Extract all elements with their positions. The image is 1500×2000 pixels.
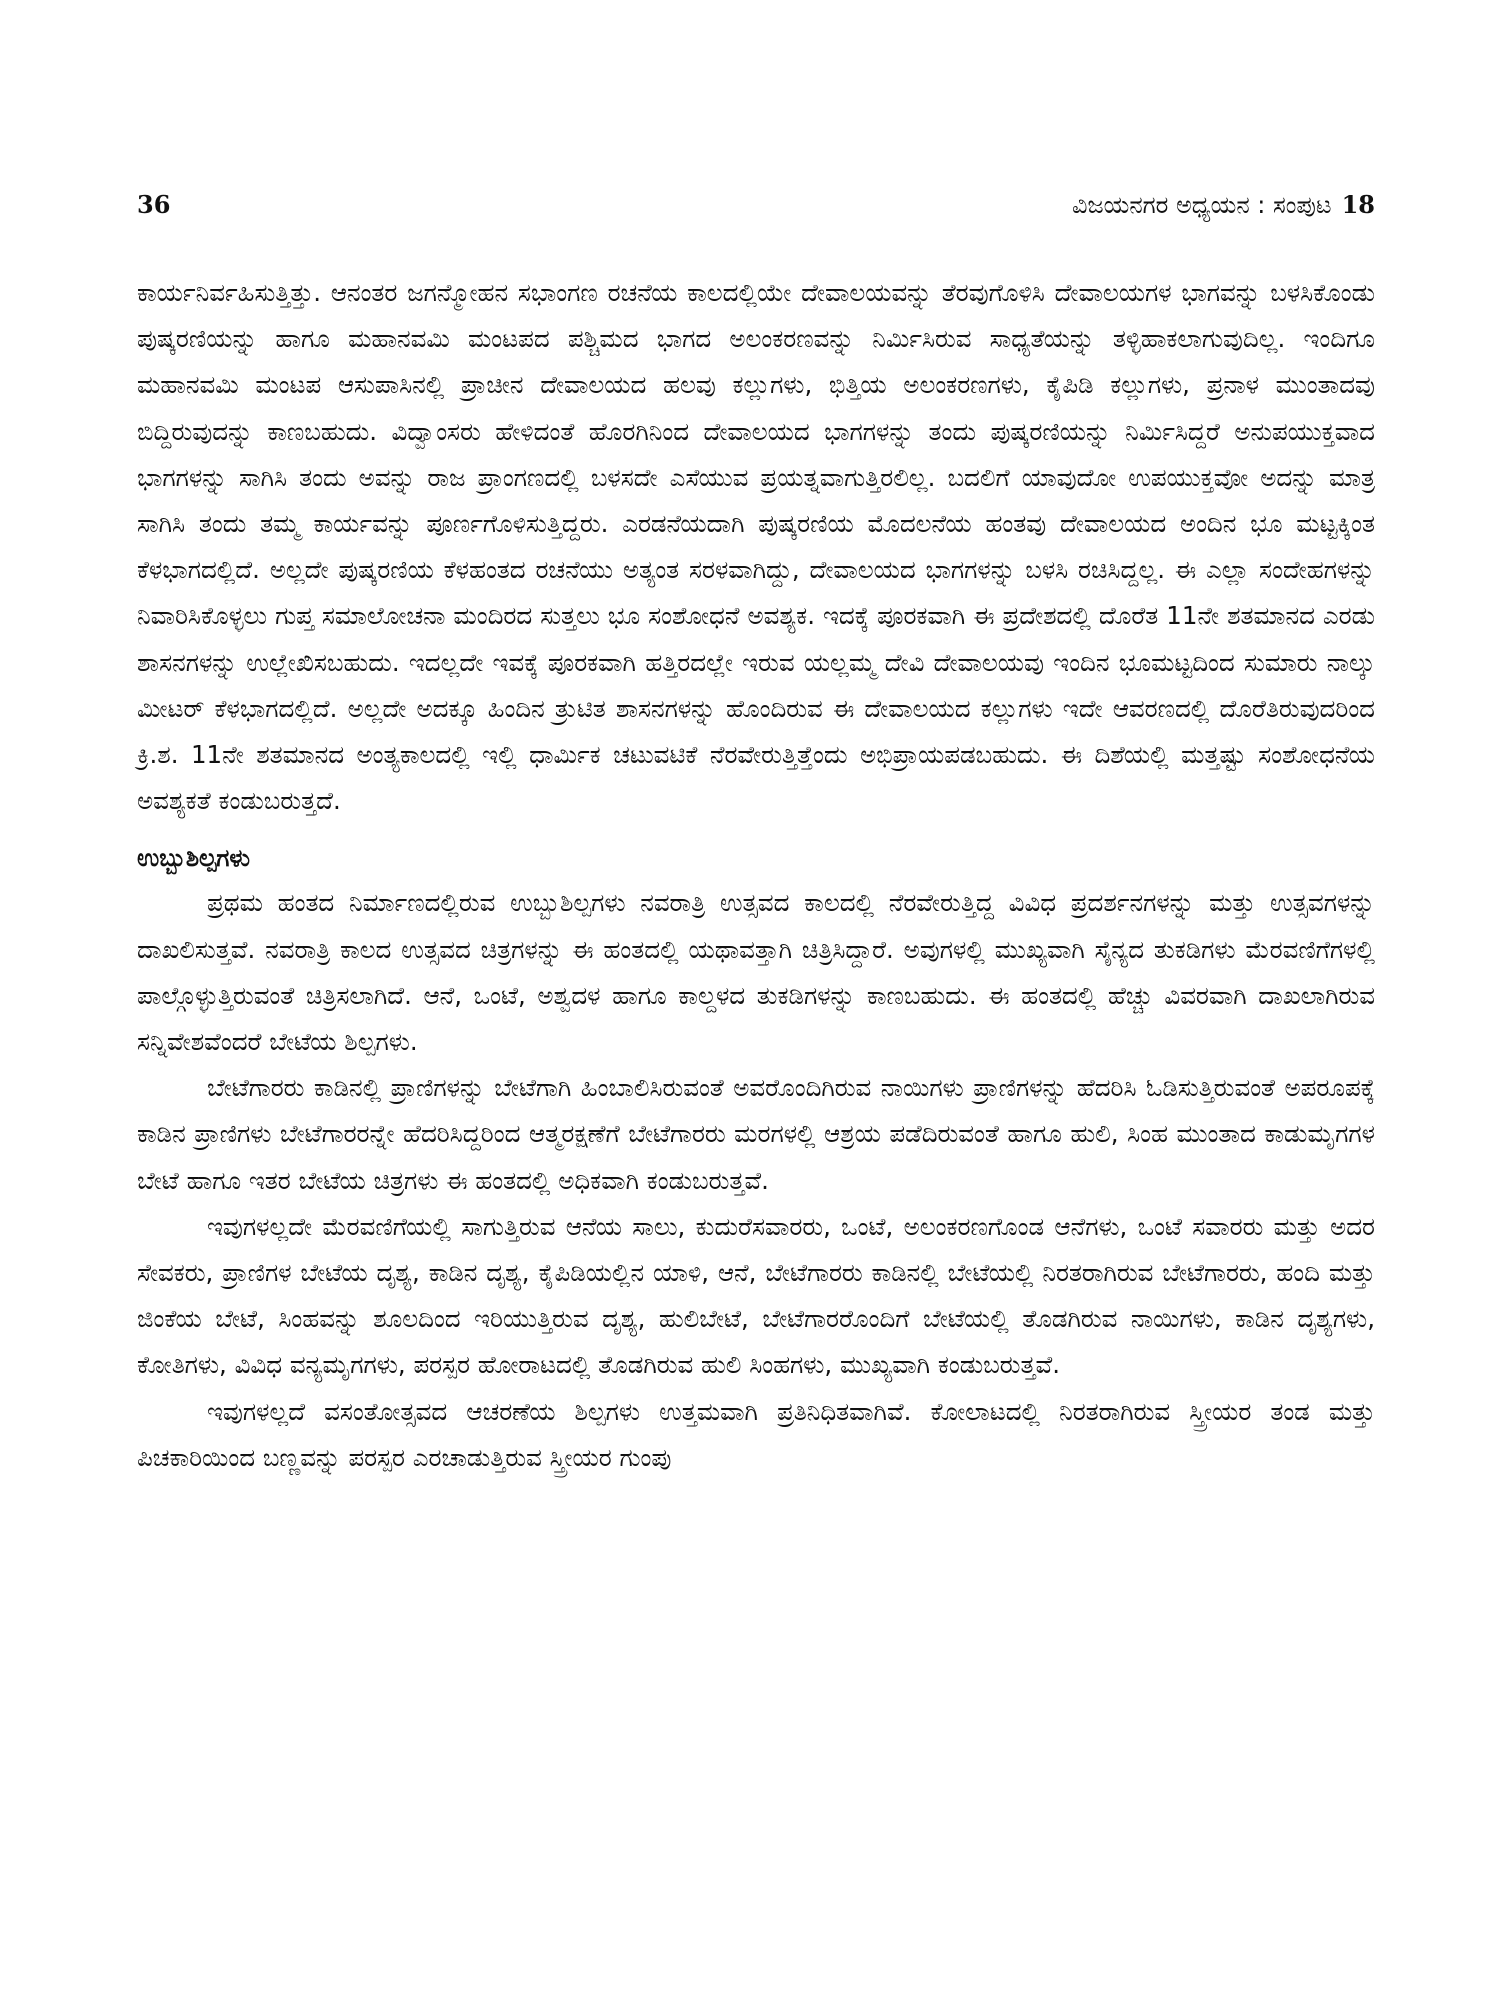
paragraph: ಪ್ರಥಮ ಹಂತದ ನಿರ್ಮಾಣದಲ್ಲಿರುವ ಉಬ್ಬುಶಿಲ್ಪಗಳು ನವರಾತ್ರಿ ಉತ್ಸವದ ಕಾಲದಲ್ಲಿ ನೆರವೇರುತ್ತಿದ್ದ ವಿವಿಧ ಪ್ರದರ್ಶನಗಳನ್ನು ಮತ್ತು ಉತ್ಸವಗಳನ್ನು ದಾಖಲಿಸುತ್ತವೆ. ನವರಾತ್ರಿ ಕಾಲದ ಉತ್ಸವದ ಚಿತ್ರಗಳನ್ನು ಈ ಹಂತದಲ್ಲಿ ಯಥಾವತ್ತಾಗಿ ಚಿತ್ರಿಸಿದ್ದಾರೆ. ಅವುಗಳಲ್ಲಿ ಮುಖ್ಯವಾಗಿ ಸೈನ್ಯದ ತುಕಡಿಗಳು ಮೆರವಣಿಗೆಗಳಲ್ಲಿ ಪಾಲ್ಗೊಳ್ಳುತ್ತಿರುವಂತೆ ಚಿತ್ರಿಸಲಾಗಿದೆ. ಆನೆ, ಒಂಟೆ, ಅಶ್ವದಳ ಹಾಗೂ ಕಾಲ್ದಳದ ತುಕಡಿಗಳನ್ನು ಕಾಣಬಹುದು. ಈ ಹಂತದಲ್ಲಿ ಹೆಚ್ಚು ವಿವರವಾಗಿ ದಾಖಲಾಗಿರುವ ಸನ್ನಿವೇಶವೆಂದರೆ ಬೇಟೆಯ ಶಿಲ್ಪಗಳು.	[137, 888, 1375, 1057]
page-number: 36	[137, 190, 171, 219]
volume-number: 18	[1341, 190, 1375, 219]
paragraph: ಇವುಗಳಲ್ಲದೇ ಮೆರವಣಿಗೆಯಲ್ಲಿ ಸಾಗುತ್ತಿರುವ ಆನೆಯ ಸಾಲು, ಕುದುರೆಸವಾರರು, ಒಂಟೆ, ಅಲಂಕರಣಗೊಂಡ ಆನೆಗಳು, ಒಂಟೆ ಸವಾರರು ಮತ್ತು ಅದರ ಸೇವಕರು, ಪ್ರಾಣಿಗಳ ಬೇಟೆಯ ದೃಶ್ಯ, ಕಾಡಿನ ದೃಶ್ಯ, ಕೈಪಿಡಿಯಲ್ಲಿನ ಯಾಳಿ, ಆನೆ, ಬೇಟೆಗಾರರು ಕಾಡಿನಲ್ಲಿ ಬೇಟೆಯಲ್ಲಿ ನಿರತರಾಗಿರುವ ಬೇಟೆಗಾರರು, ಹಂದಿ ಮತ್ತು ಜಿಂಕೆಯ ಬೇಟೆ, ಸಿಂಹವನ್ನು ಶೂಲದಿಂದ ಇರಿಯುತ್ತಿರುವ ದೃಶ್ಯ, ಹುಲಿಬೇಟೆ, ಬೇಟೆಗಾರರೊಂದಿಗೆ ಬೇಟೆಯಲ್ಲಿ ತೊಡಗಿರುವ ನಾಯಿಗಳು, ಕಾಡಿನ ದೃಶ್ಯಗಳು, ಕೋತಿಗಳು, ವಿವಿಧ ವನ್ಯಮೃಗಗಳು, ಪರಸ್ಪರ ಹೋರಾಟದಲ್ಲಿ ತೊಡಗಿರುವ ಹುಲಿ ಸಿಂಹಗಳು, ಮುಖ್ಯವಾಗಿ ಕಂಡುಬರುತ್ತವೆ.	[137, 1211, 1375, 1380]
page-header	[137, 190, 1375, 219]
body-text	[137, 270, 1375, 1481]
paragraph: ಇವುಗಳಲ್ಲದೆ ವಸಂತೋತ್ಸವದ ಆಚರಣೆಯ ಶಿಲ್ಪಗಳು ಉತ್ತಮವಾಗಿ ಪ್ರತಿನಿಧಿತವಾಗಿವೆ. ಕೋಲಾಟದಲ್ಲಿ ನಿರತರಾಗಿರುವ ಸ್ತ್ರೀಯರ ತಂಡ ಮತ್ತು ಪಿಚಕಾರಿಯಿಂದ ಬಣ್ಣವನ್ನು ಪರಸ್ಪರ ಎರಚಾಡುತ್ತಿರುವ ಸ್ತ್ರೀಯರ ಗುಂಪು	[137, 1396, 1375, 1472]
paragraph: ಬೇಟೆಗಾರರು ಕಾಡಿನಲ್ಲಿ ಪ್ರಾಣಿಗಳನ್ನು ಬೇಟೆಗಾಗಿ ಹಿಂಬಾಲಿಸಿರುವಂತೆ ಅವರೊಂದಿಗಿರುವ ನಾಯಿಗಳು ಪ್ರಾಣಿಗಳನ್ನು ಹೆದರಿಸಿ ಓಡಿಸುತ್ತಿರುವಂತೆ ಅಪರೂಪಕ್ಕೆ ಕಾಡಿನ ಪ್ರಾಣಿಗಳು ಬೇಟೆಗಾರರನ್ನೇ ಹೆದರಿಸಿದ್ದರಿಂದ ಆತ್ಮರಕ್ಷಣೆಗೆ ಬೇಟೆಗಾರರು ಮರಗಳಲ್ಲಿ ಆಶ್ರಯ ಪಡೆದಿರುವಂತೆ ಹಾಗೂ ಹುಲಿ, ಸಿಂಹ ಮುಂತಾದ ಕಾಡುಮೃಗಗಳ ಬೇಟೆ ಹಾಗೂ ಇತರ ಬೇಟೆಯ ಚಿತ್ರಗಳು ಈ ಹಂತದಲ್ಲಿ ಅಧಿಕವಾಗಿ ಕಂಡುಬರುತ್ತವೆ.	[137, 1073, 1375, 1195]
paragraph: ಕಾರ್ಯನಿರ್ವಹಿಸುತ್ತಿತ್ತು. ಆನಂತರ ಜಗನ್ಮೋಹನ ಸಭಾಂಗಣ ರಚನೆಯ ಕಾಲದಲ್ಲಿಯೇ ದೇವಾಲಯವನ್ನು ತೆರವುಗೊಳಿಸಿ ದೇವಾಲಯಗಳ ಭಾಗವನ್ನು ಬಳಸಿಕೊಂಡು ಪುಷ್ಕರಣಿಯನ್ನು ಹಾಗೂ ಮಹಾನವಮಿ ಮಂಟಪದ ಪಶ್ಚಿಮದ ಭಾಗದ ಅಲಂಕರಣವನ್ನು ನಿರ್ಮಿಸಿರುವ ಸಾಧ್ಯತೆಯನ್ನು ತಳ್ಳಿಹಾಕಲಾಗುವುದಿಲ್ಲ. ಇಂದಿಗೂ ಮಹಾನವಮಿ ಮಂಟಪ ಆಸುಪಾಸಿನಲ್ಲಿ ಪ್ರಾಚೀನ ದೇವಾಲಯದ ಹಲವು ಕಲ್ಲುಗಳು, ಭಿತ್ತಿಯ ಅಲಂಕರಣಗಳು, ಕೈಪಿಡಿ ಕಲ್ಲುಗಳು, ಪ್ರನಾಳ ಮುಂತಾದವು ಬಿದ್ದಿರುವುದನ್ನು ಕಾಣಬಹುದು. ವಿದ್ವಾಂಸರು ಹೇಳಿದಂತೆ ಹೊರಗಿನಿಂದ ದೇವಾಲಯದ ಭಾಗಗಳನ್ನು ತಂದು ಪುಷ್ಕರಣಿಯನ್ನು ನಿರ್ಮಿಸಿದ್ದರೆ ಅನುಪಯುಕ್ತವಾದ ಭಾಗಗಳನ್ನು ಸಾಗಿಸಿ ತಂದು ಅವನ್ನು ರಾಜ ಪ್ರಾಂಗಣದಲ್ಲಿ ಬಳಸದೇ ಎಸೆಯುವ ಪ್ರಯತ್ನವಾಗುತ್ತಿರಲಿಲ್ಲ. ಬದಲಿಗೆ ಯಾವುದೋ ಉಪಯುಕ್ತವೋ ಅದನ್ನು ಮಾತ್ರ ಸಾಗಿಸಿ ತಂದು ತಮ್ಮ ಕಾರ್ಯವನ್ನು ಪೂರ್ಣಗೊಳಿಸುತ್ತಿದ್ದರು. ಎರಡನೆಯದಾಗಿ ಪುಷ್ಕರಣಿಯ ಮೊದಲನೆಯ ಹಂತವು ದೇವಾಲಯದ ಅಂದಿನ ಭೂ ಮಟ್ಟಕ್ಕಿಂತ ಕೆಳಭಾಗದಲ್ಲಿದೆ. ಅಲ್ಲದೇ ಪುಷ್ಕರಣಿಯ ಕೆಳಹಂತದ ರಚನೆಯು ಅತ್ಯಂತ ಸರಳವಾಗಿದ್ದು, ದೇವಾಲಯದ ಭಾಗಗಳನ್ನು ಬಳಸಿ ರಚಿಸಿದ್ದಲ್ಲ. ಈ ಎಲ್ಲಾ ಸಂದೇಹಗಳನ್ನು ನಿವಾರಿಸಿಕೊಳ್ಳಲು ಗುಪ್ತ ಸಮಾಲೋಚನಾ ಮಂದಿರದ ಸುತ್ತಲು ಭೂ ಸಂಶೋಧನೆ ಅವಶ್ಯಕ. ಇದಕ್ಕೆ ಪೂರಕವಾಗಿ ಈ ಪ್ರದೇಶದಲ್ಲಿ ದೊರೆತ 11ನೇ ಶತಮಾನದ ಎರಡು ಶಾಸನಗಳನ್ನು ಉಲ್ಲೇಖಿಸಬಹುದು. ಇದಲ್ಲದೇ ಇವಕ್ಕೆ ಪೂರಕವಾಗಿ ಹತ್ತಿರದಲ್ಲೇ ಇರುವ ಯಲ್ಲಮ್ಮ ದೇವಿ ದೇವಾಲಯವು ಇಂದಿನ ಭೂಮಟ್ಟದಿಂದ ಸುಮಾರು ನಾಲ್ಕು ಮೀಟರ್ ಕೆಳಭಾಗದಲ್ಲಿದೆ. ಅಲ್ಲದೇ ಅದಕ್ಕೂ ಹಿಂದಿನ ತ್ರುಟಿತ ಶಾಸನಗಳನ್ನು ಹೊಂದಿರುವ ಈ ದೇವಾಲಯದ ಕಲ್ಲುಗಳು ಇದೇ ಆವರಣದಲ್ಲಿ ದೊರೆತಿರುವುದರಿಂದ ಕ್ರಿ.ಶ. 11ನೇ ಶತಮಾನದ ಅಂತ್ಯಕಾಲದಲ್ಲಿ ಇಲ್ಲಿ ಧಾರ್ಮಿಕ ಚಟುವಟಿಕೆ ನೆರವೇರುತ್ತಿತ್ತೆಂದು ಅಭಿಪ್ರಾಯಪಡಬಹುದು. ಈ ದಿಶೆಯಲ್ಲಿ ಮತ್ತಷ್ಟು ಸಂಶೋಧನೆಯ ಅವಶ್ಯಕತೆ ಕಂಡುಬರುತ್ತದೆ.	[137, 278, 1375, 816]
running-title-text: ವಿಜಯನಗರ ಅಧ್ಯಯನ : ಸಂಪುಟ	[1072, 191, 1332, 219]
section-heading: ಉಬ್ಬುಶಿಲ್ಪಗಳು	[137, 844, 251, 873]
running-title	[1072, 190, 1375, 219]
